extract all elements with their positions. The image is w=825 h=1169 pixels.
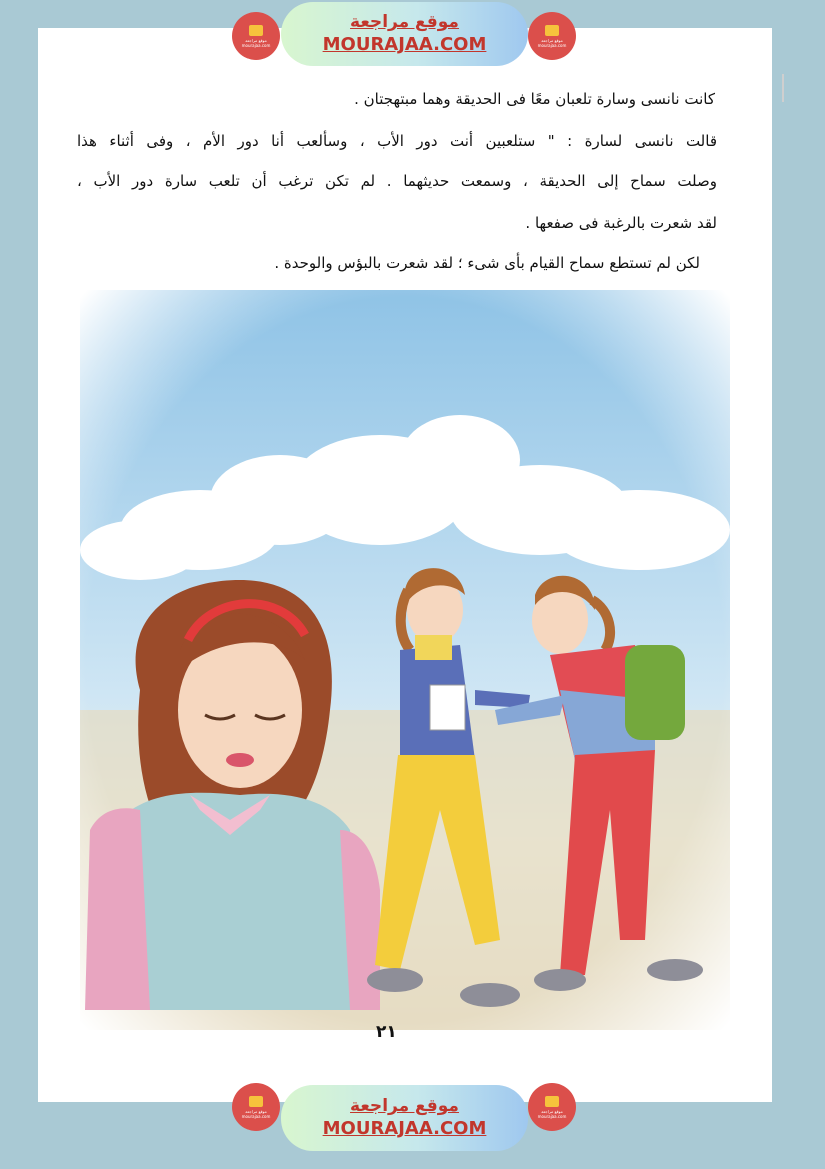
site-banner-bottom[interactable] bbox=[281, 1085, 528, 1151]
banner-title-ar: موقع مراجعة bbox=[350, 1096, 459, 1116]
site-logo-right-top[interactable]: موقع مراجعة mourajaa.com bbox=[528, 12, 576, 60]
story-line-4: لقد شعرت بالرغبة فى صفعها . bbox=[525, 214, 717, 232]
story-line-3: وصلت سماح إلى الحديقة ، وسمعت حديثهما . لم تكن ترغب أن تلعب سارة دور الأب ، bbox=[77, 172, 717, 190]
book-icon bbox=[545, 1096, 559, 1107]
page-edge-mark bbox=[782, 74, 784, 102]
story-illustration bbox=[80, 290, 730, 1030]
page-number: ٢١ bbox=[376, 1022, 397, 1042]
story-line-2: قالت نانسى لسارة : " ستلعبين أنت دور الأب ، وسألعب أنا دور الأم ، وفى أثناء هذا bbox=[77, 132, 717, 150]
banner-title-en: MOURAJAA.COM bbox=[322, 1118, 487, 1139]
banner-title-ar: موقع مراجعة bbox=[350, 12, 459, 32]
book-icon bbox=[249, 1096, 263, 1107]
story-line-5: لكن لم تستطع سماح القيام بأى شىء ؛ لقد شعرت بالبؤس والوحدة . bbox=[274, 254, 700, 272]
site-banner-top[interactable] bbox=[281, 2, 528, 66]
site-logo-left-bottom[interactable]: موقع مراجعة mourajaa.com bbox=[232, 1083, 280, 1131]
story-line-1: كانت نانسى وسارة تلعبان معًا فى الحديقة وهما مبتهجتان . bbox=[354, 90, 715, 108]
site-logo-left-top[interactable]: موقع مراجعة mourajaa.com bbox=[232, 12, 280, 60]
site-logo-right-bottom[interactable]: موقع مراجعة mourajaa.com bbox=[528, 1083, 576, 1131]
banner-title-en: MOURAJAA.COM bbox=[322, 34, 487, 55]
book-icon bbox=[545, 25, 559, 36]
book-icon bbox=[249, 25, 263, 36]
